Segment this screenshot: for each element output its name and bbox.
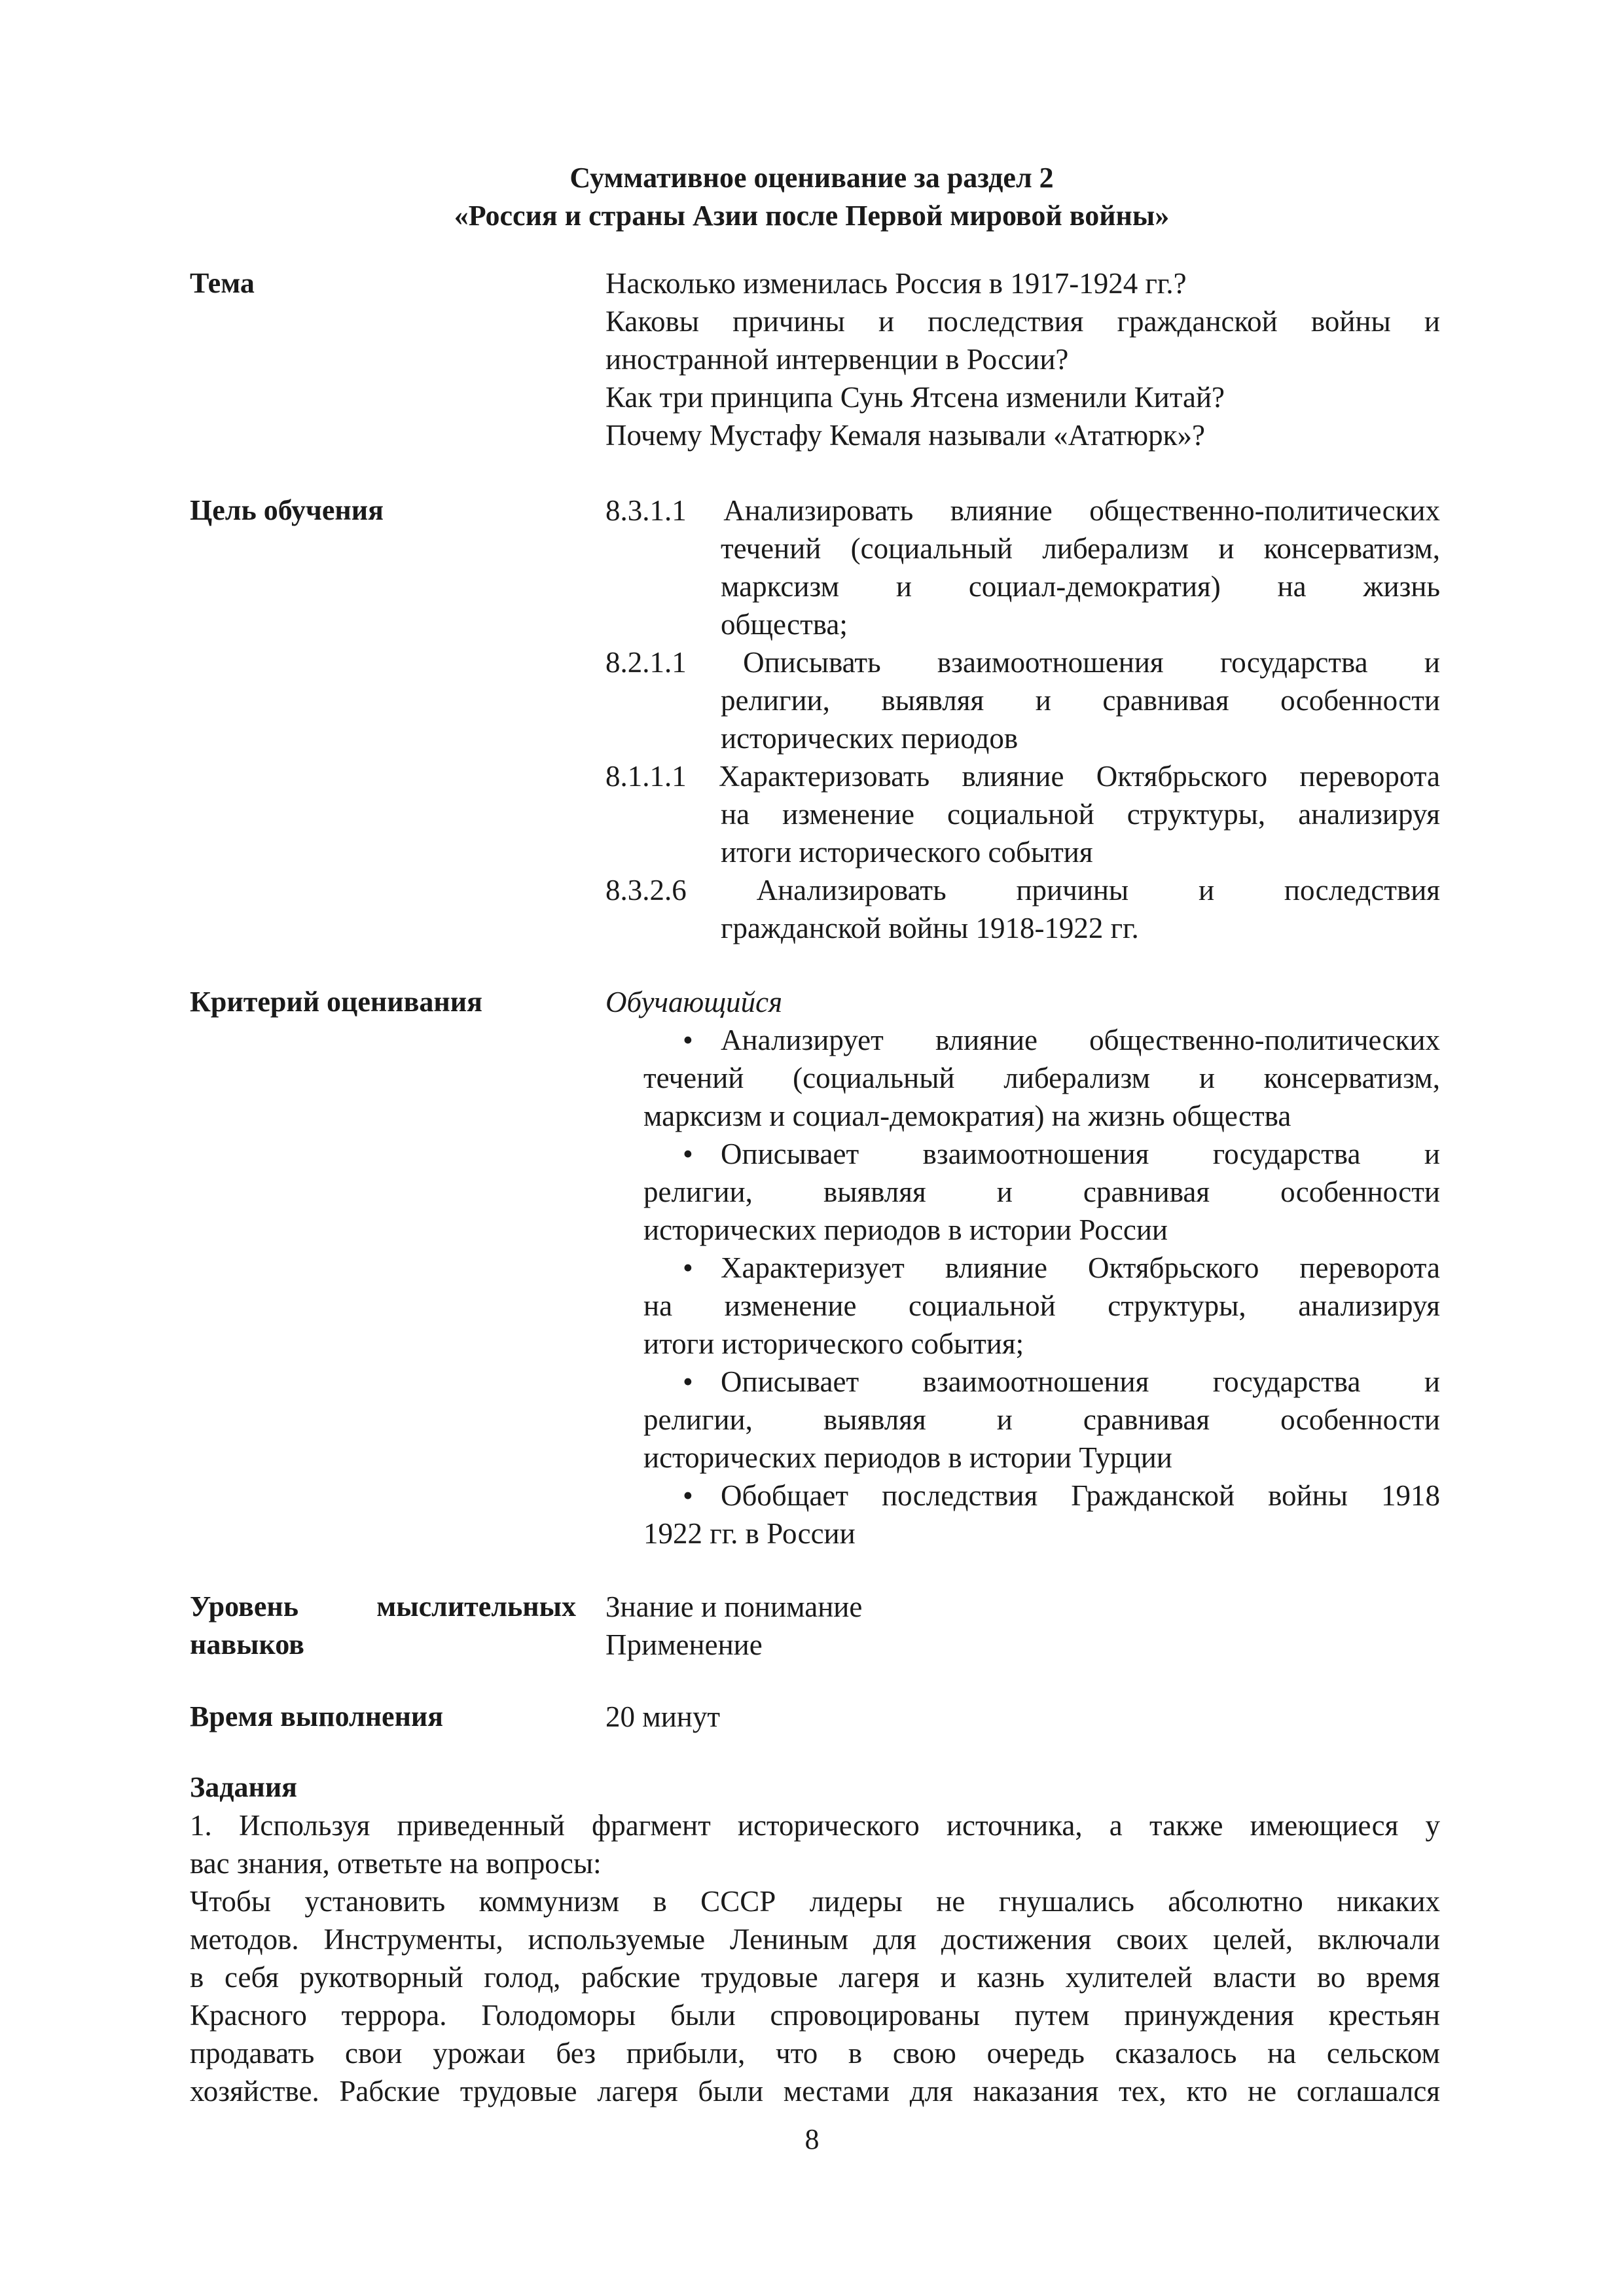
bullet-icon: •	[683, 1479, 693, 1512]
topic-line: иностранной интервенции в России?	[605, 343, 1069, 376]
topic-line: Почему Мустафу Кемаля называли «Ататюрк»?	[605, 419, 1205, 452]
task-line: методов. Инструменты, используемые Лениным для достижения своих целей, включали	[190, 1923, 1440, 1956]
time-label: Время выполнения	[190, 1700, 444, 1732]
bullet-icon: •	[683, 1024, 693, 1056]
topic-line: Как три принципа Сунь Ятсена изменили Китай?	[605, 381, 1225, 414]
task-line: вас знания, ответьте на вопросы:	[190, 1847, 602, 1880]
topic-line: Насколько изменилась Россия в 1917-1924 гг.?	[605, 267, 1187, 300]
document-title: Суммативное оценивание за раздел 2	[569, 162, 1054, 194]
criterion-item: • Анализирует влияние общественно-политических течений (социальный либерализм и консерватизм, марксизм и социал-демократия) на жизнь общества	[683, 1021, 1440, 1135]
skill-level: Знание и понимание	[605, 1590, 863, 1623]
task-line: Красного террора. Голодоморы были спровоцированы путем принуждения крестьян	[190, 1999, 1440, 2032]
criterion-item: • Характеризует влияние Октябрьского переворота на изменение социальной структуры, анализируя итоги исторического события;	[683, 1249, 1440, 1363]
task-line: хозяйстве. Рабские трудовые лагеря были местами для наказания тех, кто не соглашался	[190, 2075, 1440, 2108]
task-line: Чтобы установить коммунизм в СССР лидеры не гнушались абсолютно никаких	[190, 1885, 1440, 1918]
topic-line: Каковы причины и последствия гражданской войны и	[605, 305, 1440, 338]
criterion-item: • Описывает взаимоотношения государства и религии, выявляя и сравнивая особенности исторических периодов в истории Турции	[683, 1363, 1440, 1477]
objective-item: 8.3.2.6 Анализировать причины и последствия гражданской войны 1918-1922 гг.	[605, 874, 1440, 944]
skills-label: Уровень мыслительных навыков	[190, 1590, 576, 1660]
criterion-item: • Описывает взаимоотношения государства и религии, выявляя и сравнивая особенности исторических периодов в истории России	[683, 1135, 1440, 1249]
objective-item: 8.1.1.1 Характеризовать влияние Октябрьского переворота на изменение социальной структуры, анализируя итоги исторического события	[605, 760, 1440, 869]
page-number: 8	[804, 2123, 820, 2155]
time-value: 20 минут	[605, 1700, 721, 1733]
objectives-label: Цель обучения	[190, 494, 384, 526]
skill-level: Применение	[605, 1628, 763, 1661]
criterion-item: • Обобщает последствия Гражданской войны 1918 1922 гг. в России	[683, 1477, 1440, 1552]
skills-content	[605, 1588, 1440, 1664]
objective-item: 8.3.1.1 Анализировать влияние общественно-политических течений (социальный либерализм и консерватизм, марксизм и социал-демократия) на жизнь общества;	[605, 494, 1440, 641]
objectives-content	[605, 492, 1440, 947]
criteria-label: Критерий оценивания	[190, 986, 482, 1018]
bullet-icon: •	[683, 1251, 693, 1284]
tasks-title: Задания	[190, 1771, 297, 1803]
bullet-icon: •	[683, 1138, 693, 1170]
criteria-content	[605, 983, 1440, 1552]
task-line: 1. Используя приведенный фрагмент исторического источника, а также имеющиеся у	[190, 1809, 1440, 1842]
objective-item: 8.2.1.1 Описывать взаимоотношения государства и религии, выявляя и сравнивая особенности исторических периодов	[605, 646, 1440, 755]
topic-content	[605, 264, 1440, 454]
learner-label: Обучающийся	[605, 986, 783, 1018]
task-line: в себя рукотворный голод, рабские трудовые лагеря и казнь хулителей власти во время	[190, 1961, 1440, 1994]
tasks-section	[190, 1768, 1440, 2110]
topic-label: Тема	[190, 267, 255, 299]
document-subtitle: «Россия и страны Азии после Первой мировой войны»	[454, 200, 1170, 232]
bullet-icon: •	[683, 1365, 693, 1398]
task-line: продавать свои урожаи без прибыли, что в свою очередь сказалось на сельском	[190, 2037, 1440, 2070]
